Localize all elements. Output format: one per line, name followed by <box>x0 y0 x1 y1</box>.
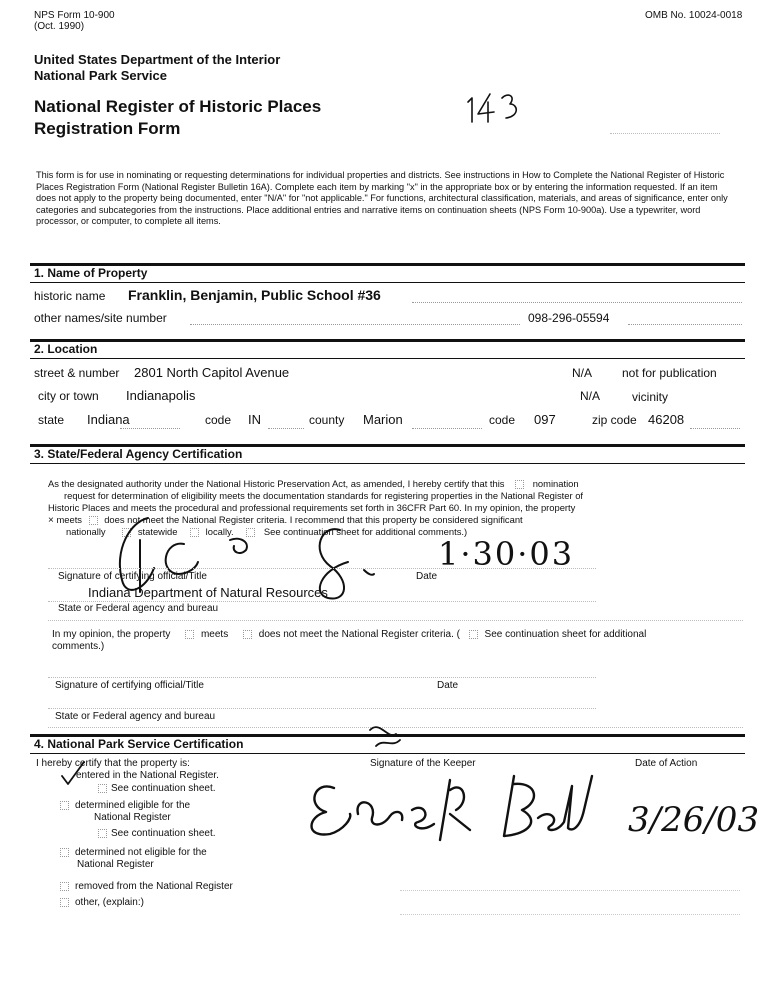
cert-line3: Historic Places and meets the procedural and professional requirements set forth in 36CFR Part 60. In my opinion, the property <box>48 502 576 513</box>
section1-heading: 1. Name of Property <box>34 266 148 280</box>
removed-label: removed from the National Register <box>75 881 233 892</box>
see-continuation-2: See continuation sheet. <box>111 828 216 839</box>
state-code-value: IN <box>248 412 261 427</box>
keeper-signature <box>300 710 610 850</box>
see-continuation-label: See continuation sheet for additional comments.) <box>263 526 468 537</box>
handwritten-number <box>462 88 532 128</box>
det-eligible-checkbox[interactable] <box>60 801 69 810</box>
form-number: NPS Form 10-900 <box>34 10 115 21</box>
signature-label: Signature of certifying official/Title <box>58 571 207 582</box>
state-label: state <box>38 413 65 427</box>
entered-label: entered in the National Register. <box>76 770 219 781</box>
determined-not-eligible-l1: determined not eligible for the <box>75 847 207 858</box>
zip-label: zip code <box>592 413 637 427</box>
determined-not-eligible-l2: National Register <box>77 859 154 870</box>
statewide-label: statewide <box>137 526 178 537</box>
keeper-date-handwritten: 3/26/03 <box>628 800 760 840</box>
cert-nomination-label: nomination <box>532 478 579 489</box>
street-value: 2801 North Capitol Avenue <box>134 365 290 380</box>
section2-heading: 2. Location <box>34 342 98 356</box>
county-label: county <box>309 413 345 427</box>
section3-heading: 3. State/Federal Agency Certification <box>34 447 243 461</box>
opinion-comments: comments.) <box>52 641 105 652</box>
form-date: (Oct. 1990) <box>34 21 85 32</box>
form-title-line1: National Register of Historic Places <box>34 97 322 116</box>
opinion-not-meet-label: does not meet the National Register criteria. ( <box>258 629 460 640</box>
other-names-value: 098-296-05594 <box>528 311 610 325</box>
form-title-line2: Registration Form <box>34 119 181 138</box>
omb-number: OMB No. 10024-0018 <box>645 10 743 21</box>
date-label: Date <box>416 571 438 582</box>
see-cont-checkbox-2[interactable] <box>98 829 107 838</box>
keeper-signature-label: Signature of the Keeper <box>370 758 476 769</box>
zip-value: 46208 <box>648 412 685 427</box>
determined-eligible-l1: determined eligible for the <box>75 800 191 811</box>
certification-date-handwritten: 1·30·03 <box>438 535 575 573</box>
opinion-meets-checkbox[interactable] <box>185 630 194 639</box>
agency-value: Indiana Department of Natural Resources <box>88 585 328 600</box>
does-not-meet-checkbox[interactable] <box>89 516 98 525</box>
locally-label: locally. <box>205 526 234 537</box>
vicinity-label: vicinity <box>632 390 669 404</box>
cert-line4: does not meet the National Register criteria. I recommend that this property be considered significant <box>104 514 523 525</box>
opinion-meets-label: meets <box>200 629 229 640</box>
county-code-value: 097 <box>534 412 556 427</box>
opinion-prefix: In my opinion, the property <box>52 629 171 640</box>
historic-name-label: historic name <box>34 289 106 303</box>
see-cont-checkbox-1[interactable] <box>98 784 107 793</box>
other-names-label: other names/site number <box>34 311 167 325</box>
cert-meets-label: meets <box>56 514 82 525</box>
other-checkbox[interactable] <box>60 898 69 907</box>
agency-label-2: State or Federal agency and bureau <box>55 711 216 722</box>
meets-checkbox-marked[interactable]: × <box>48 515 54 526</box>
det-not-eligible-checkbox[interactable] <box>60 848 69 857</box>
city-label: city or town <box>38 389 99 403</box>
county-code-label: code <box>489 413 516 427</box>
see-continuation-1: See continuation sheet. <box>111 783 216 794</box>
vicinity-value: N/A <box>580 389 601 403</box>
signature-label-2: Signature of certifying official/Title <box>55 680 204 691</box>
city-value: Indianapolis <box>126 388 196 403</box>
state-value: Indiana <box>87 412 130 427</box>
opinion-not-meet-checkbox[interactable] <box>243 630 252 639</box>
historic-name-value: Franklin, Benjamin, Public School #36 <box>128 287 381 303</box>
nationally-label: nationally <box>66 526 106 537</box>
opinion-continuation-checkbox[interactable] <box>469 630 478 639</box>
determined-eligible-l2: National Register <box>94 812 171 823</box>
removed-checkbox[interactable] <box>60 882 69 891</box>
cert-line2: request for determination of eligibility meets the documentation standards for registering properties in the National Register of <box>64 490 584 501</box>
service: National Park Service <box>34 68 167 83</box>
date-of-action-label: Date of Action <box>635 758 698 769</box>
agency-label: State or Federal agency and bureau <box>58 603 219 614</box>
intro-paragraph: This form is for use in nominating or requesting determinations for individual properties and districts. See instructions in How to Complete the National Register of Historic Places Registration Form (National Register Bulletin 16A). Complete each item by marking "x" in the appropriate box or by entering the information requested. If an item does not apply to the property being documented, enter "N/A" for "not applicable." For functions, architectural classification, materials, and areas of significance, enter only categories and subcategories from the instructions. Place additional entries and narrative items on continuation sheets (NPS Form 10-900a). Use a typewriter, word processor, or computer, to complete all items. <box>36 170 728 226</box>
other-label: other, (explain:) <box>75 897 144 908</box>
department: United States Department of the Interior <box>34 52 281 67</box>
not-for-publication-label: not for publication <box>622 366 717 380</box>
not-for-publication-value: N/A <box>572 366 593 380</box>
cert-line1: As the designated authority under the National Historic Preservation Act, as amended, I hereby certify that this <box>48 478 505 489</box>
county-value: Marion <box>363 412 403 427</box>
date-label-2: Date <box>437 680 459 691</box>
section4-heading: 4. National Park Service Certification <box>34 737 244 751</box>
state-code-label: code <box>205 413 232 427</box>
street-label: street & number <box>34 366 120 380</box>
nomination-checkbox[interactable] <box>515 480 524 489</box>
opinion-continuation-label: See continuation sheet for additional <box>484 629 647 640</box>
hereby-certify: I hereby certify that the property is: <box>36 758 190 769</box>
